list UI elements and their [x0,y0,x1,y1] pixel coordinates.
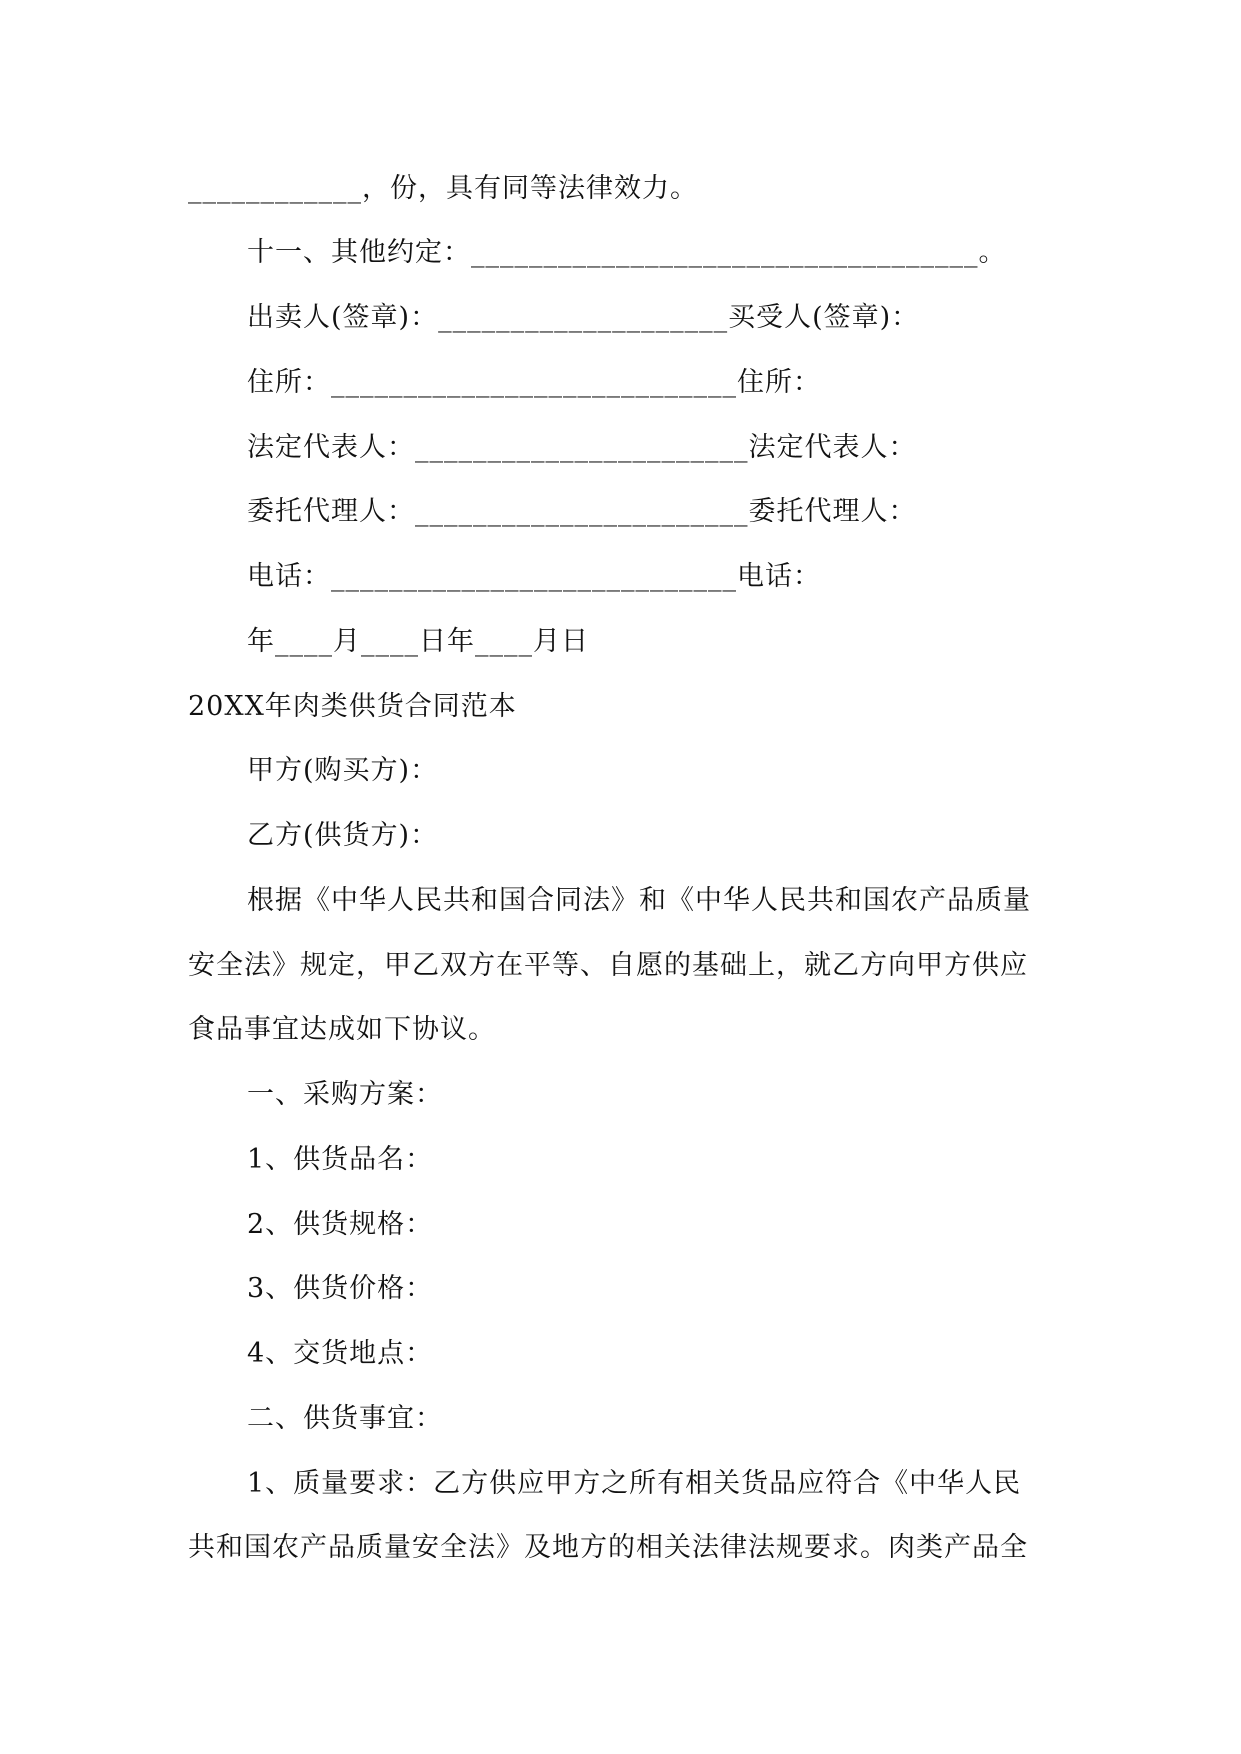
quality-requirement-line-1: 1、质量要求：乙方供应甲方之所有相关货品应符合《中华人民 [247,1468,1022,1499]
item-specification: 2、供货规格： [247,1209,434,1240]
party-b-line: 乙方(供货方)： [247,820,439,851]
item-product-name: 1、供货品名： [247,1144,434,1175]
quality-requirement-line-2: 共和国农产品质量安全法》及地方的相关法律法规要求。肉类产品全 [188,1532,1028,1563]
item-price: 3、供货价格： [247,1273,434,1304]
section-heading-procurement: 一、采购方案： [247,1079,443,1110]
date-line: 年____月____日年____月日 [247,626,589,657]
preamble-line-2: 安全法》规定，甲乙双方在平等、自愿的基础上，就乙方向甲方供应 [188,950,1028,981]
phone-line: 电话：____________________________电话： [247,561,821,592]
preamble-line-1: 根据《中华人民共和国合同法》和《中华人民共和国农产品质量 [247,885,1031,916]
signature-line: 出卖人(签章)：____________________买受人(签章)： [247,302,920,333]
section-heading-supply: 二、供货事宜： [247,1403,443,1434]
party-a-line: 甲方(购买方)： [247,755,439,786]
authorized-agent-line: 委托代理人：_______________________委托代理人： [247,496,917,527]
legal-representative-line: 法定代表人：_______________________法定代表人： [247,432,917,463]
copies-clause-line: ____________，份，具有同等法律效力。 [188,173,698,204]
address-line: 住所：____________________________住所： [247,367,821,398]
contract-title: 20XX年肉类供货合同范本 [188,691,517,722]
other-agreements-line: 十一、其他约定：___________________________________。 [247,237,1007,268]
item-delivery-location: 4、交货地点： [247,1338,434,1369]
preamble-line-3: 食品事宜达成如下协议。 [188,1014,496,1045]
